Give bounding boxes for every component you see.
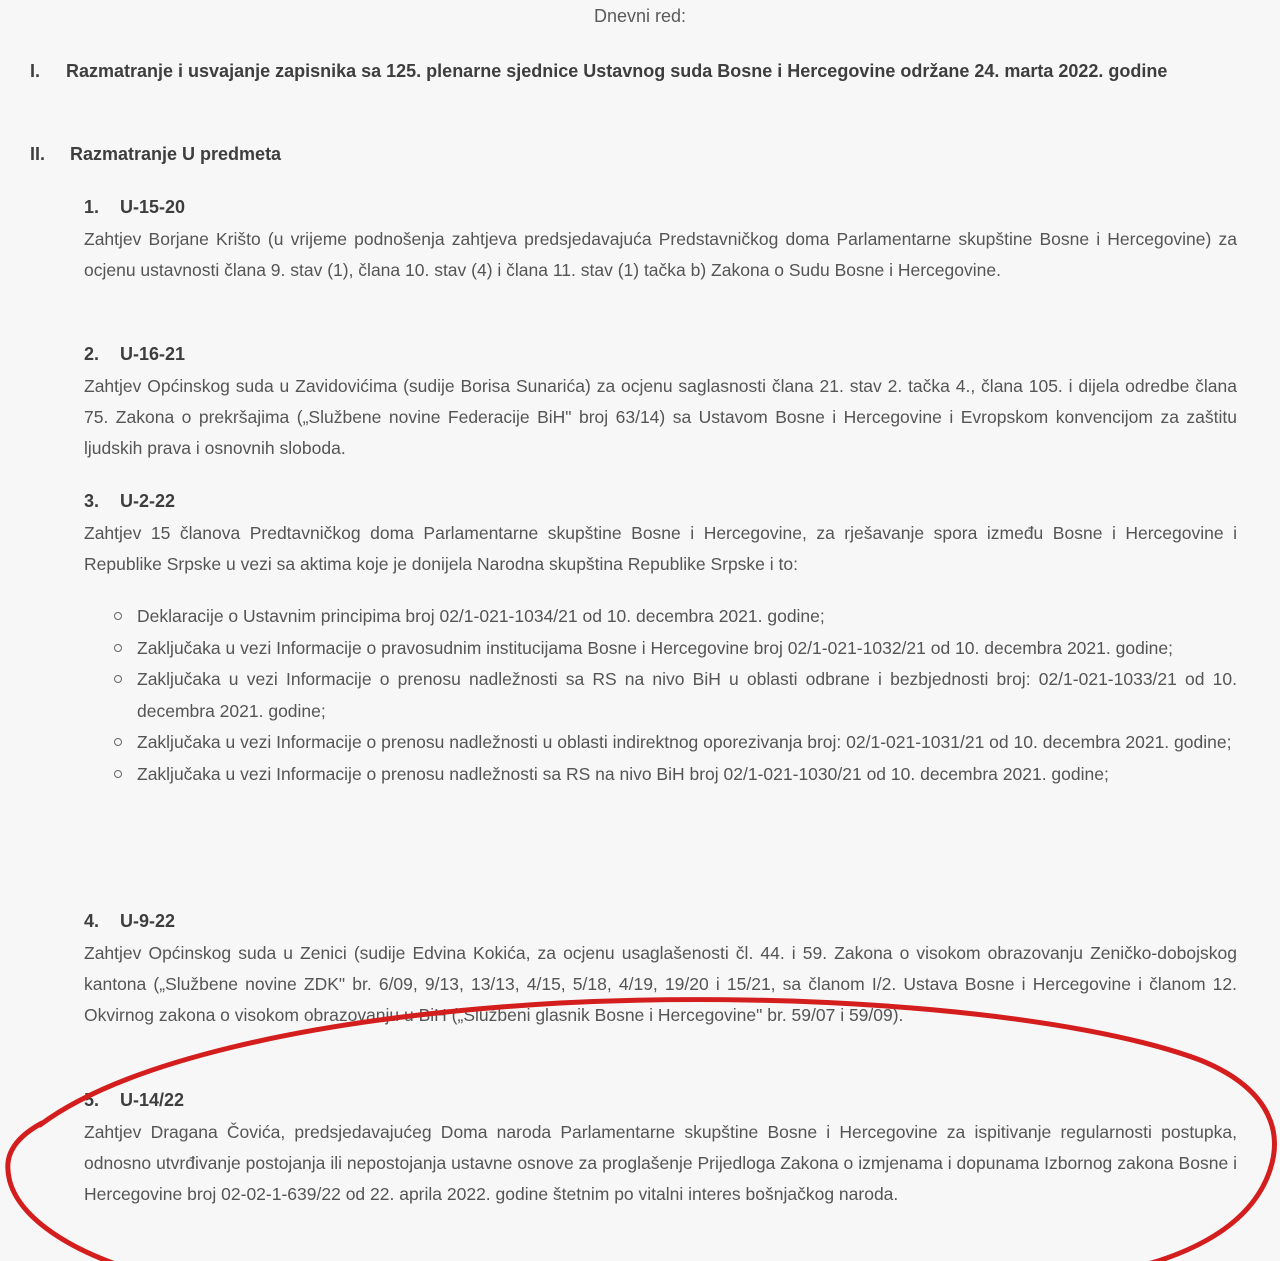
list-item: Zaključaka u vezi Informacije o prenosu nadležnosti u oblasti indirektnog oporezivanja broj: 02/1-021-1031/21 od 10. decembra 2021. godine; [110, 727, 1237, 759]
case-title [84, 194, 1237, 220]
case-code: U-16-21 [120, 344, 186, 364]
case-description: Zahtjev Borjane Krišto (u vrijeme podnošenja zahtjeva predsjedavajuća Predstavničkog doma Parlamentarne skupštine Bosne i Hercegovine) za ocjenu ustavnosti člana 9. stav (1), člana 10. stav (4) i člana 11. stav (1) tačka b) Zakona o Sudu Bosne i Hercegovine. [84, 229, 1237, 280]
case-code: U-14/22 [120, 1090, 185, 1110]
list-item: Zaključaka u vezi Informacije o prenosu nadležnosti sa RS na nivo BiH broj 02/1-021-1030/21 od 10. decembra 2021. godine; [110, 759, 1237, 791]
case-description: Zahtjev Općinskog suda u Zavidovićima (sudije Borisa Sunarića) za ocjenu saglasnosti člana 21. stav 2. tačka 4., člana 105. i dijela odredbe člana 75. Zakona o prekršajima („Službene novine Federacije BiH" broj 63/14) sa Ustavom Bosne i Hercegovine i Evropskom konvencijom za zaštitu ljudskih prava i osnovnih sloboda. [84, 376, 1237, 458]
case-number: 3. [84, 491, 100, 511]
case-title [84, 341, 1237, 367]
circle-bullet-icon [114, 770, 122, 778]
circle-bullet-icon [114, 644, 122, 652]
circle-bullet-icon [114, 675, 122, 683]
case-title [84, 1087, 1237, 1113]
case-title [84, 488, 1237, 514]
list-item: Zaključaka u vezi Informacije o prenosu nadležnosti sa RS na nivo BiH u oblasti odbrane i bezbjednosti broj: 02/1-021-1033/21 od 10. decembra 2021. godine; [110, 664, 1237, 727]
circle-bullet-icon [114, 738, 122, 746]
case-description: Zahtjev Dragana Čovića, predsjedavajućeg Doma naroda Parlamentarne skupštine Bosne i Hercegovine za ispitivanje regularnosti postupka, odnosno utvrđivanje postojanja ili nepostojanja ustavne osnove za proglašenje Prijedloga Zakona o izmjenama i dopunama Izbornog zakona Bosne i Hercegovine broj 02-02-1-639/22 od 22. aprila 2022. godine štetnim po vitalni interes bošnjačkog naroda. [84, 1122, 1237, 1204]
list-item: Zaključaka u vezi Informacije o pravosudnim institucijama Bosne i Hercegovine broj 02/1-021-1032/21 od 10. decembra 2021. godine; [110, 633, 1237, 665]
case-description: Zahtjev Općinskog suda u Zenici (sudije Edvina Kokića, za ocjenu usaglašenosti čl. 44. i 59. Zakona o visokom obrazovanju Zeničko-dobojskog kantona („Službene novine ZDK" br. 6/09, 9/13, 13/13, 4/15, 5/18, 4/19, 19/20 i 15/21, sa članom I/2. Ustava Bosne i Hercegovine i članom 12. Okvirnog zakona o visokom obrazovanju u BiH („Službeni glasnik Bosne i Hercegovine" br. 59/07 i 59/09). [84, 943, 1237, 1025]
section-text: Razmatranje U predmeta [70, 144, 282, 164]
circle-bullet-icon [114, 612, 122, 620]
section-i [30, 55, 1230, 87]
case-code: U-15-20 [120, 197, 186, 217]
section-number: I. [30, 61, 41, 81]
case-item [84, 1087, 1237, 1210]
case-code: U-9-22 [120, 911, 176, 931]
case-item [84, 341, 1237, 464]
case-code: U-2-22 [120, 491, 176, 511]
case-item [84, 908, 1237, 1031]
case-number: 2. [84, 344, 100, 364]
case-number: 5. [84, 1090, 100, 1110]
case-description: Zahtjev 15 članova Predtavničkog doma Parlamentarne skupštine Bosne i Hercegovine, za rješavanje spora između Bosne i Hercegovine i Republike Srpske u vezi sa aktima koje je donijela Narodna skupština Republike Srpske i to: [84, 523, 1237, 574]
page-title: Dnevni red: [593, 6, 687, 26]
case-number: 4. [84, 911, 100, 931]
act-list [110, 601, 1237, 790]
case-item [84, 488, 1237, 580]
case-item [84, 194, 1237, 286]
section-ii [30, 138, 1230, 170]
section-number: II. [30, 144, 46, 164]
section-text: Razmatranje i usvajanje zapisnika sa 125. plenarne sjednice Ustavnog suda Bosne i Hercegovine održane 24. marta 2022. godine [66, 61, 1168, 81]
case-number: 1. [84, 197, 100, 217]
case-title [84, 908, 1237, 934]
list-item: Deklaracije o Ustavnim principima broj 02/1-021-1034/21 od 10. decembra 2021. godine; [110, 601, 1237, 633]
